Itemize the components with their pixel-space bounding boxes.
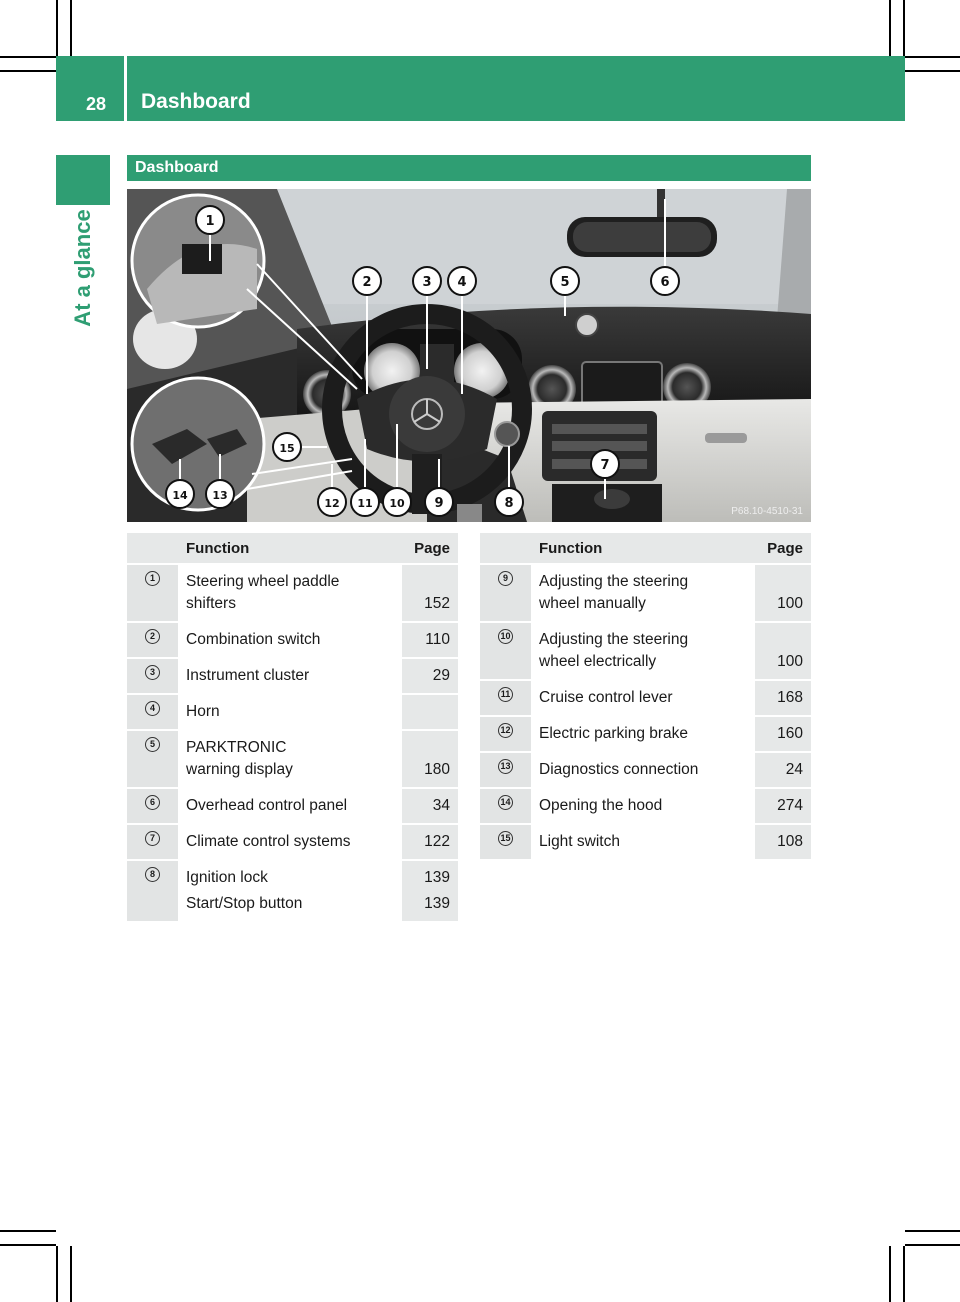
svg-text:6: 6 bbox=[660, 275, 670, 290]
item-function: Electric parking brake bbox=[539, 725, 689, 742]
callout-7 bbox=[591, 450, 619, 478]
chapter-title: Dashboard bbox=[141, 90, 251, 113]
svg-text:8: 8 bbox=[504, 496, 514, 511]
svg-text:11: 11 bbox=[357, 497, 373, 510]
item-function: Diagnostics connection bbox=[539, 761, 699, 778]
item-number: 2 bbox=[145, 629, 160, 644]
crop-mark bbox=[70, 1246, 72, 1302]
item-function: Overhead control panel bbox=[186, 797, 348, 814]
svg-text:9: 9 bbox=[434, 496, 444, 511]
table-row bbox=[480, 565, 811, 623]
callout-13 bbox=[206, 480, 234, 508]
item-page[interactable]: 139 bbox=[424, 869, 450, 886]
table-row bbox=[127, 861, 458, 923]
table-row bbox=[480, 681, 811, 717]
item-number: 13 bbox=[498, 759, 513, 774]
crop-mark bbox=[889, 1246, 891, 1302]
callout-5 bbox=[551, 267, 579, 295]
item-number: 6 bbox=[145, 795, 160, 810]
item-function: Horn bbox=[186, 703, 220, 720]
svg-text:2: 2 bbox=[362, 275, 372, 290]
page-number: 28 bbox=[86, 94, 107, 114]
svg-text:7: 7 bbox=[600, 458, 610, 473]
header-separator bbox=[124, 56, 127, 121]
callout-6 bbox=[651, 267, 679, 295]
callout-3 bbox=[413, 267, 441, 295]
svg-text:14: 14 bbox=[172, 489, 188, 502]
item-page[interactable]: 100 bbox=[777, 595, 803, 612]
item-page[interactable]: 152 bbox=[424, 595, 450, 612]
header-page: Page bbox=[767, 539, 803, 557]
item-number: 14 bbox=[498, 795, 513, 810]
svg-text:3: 3 bbox=[422, 275, 432, 290]
crop-mark bbox=[0, 1244, 56, 1246]
crop-mark bbox=[903, 0, 905, 56]
item-function: Adjusting the steering wheel electrically bbox=[539, 631, 689, 670]
table-header bbox=[127, 533, 458, 565]
table-row bbox=[480, 717, 811, 753]
item-number: 7 bbox=[145, 831, 160, 846]
svg-text:12: 12 bbox=[324, 497, 340, 510]
item-number: 4 bbox=[145, 701, 160, 716]
table-row bbox=[127, 623, 458, 659]
table-row bbox=[480, 753, 811, 789]
table-row bbox=[127, 825, 458, 861]
callout-9 bbox=[425, 488, 453, 516]
callout-14 bbox=[166, 480, 194, 508]
item-function: Adjusting the steering wheel manually bbox=[539, 573, 689, 612]
function-table-left bbox=[127, 533, 458, 923]
side-tab-label: At a glance bbox=[70, 209, 95, 327]
svg-text:4: 4 bbox=[457, 275, 467, 290]
table-row bbox=[127, 731, 458, 789]
item-number: 10 bbox=[498, 629, 513, 644]
item-function: Ignition lock bbox=[186, 869, 268, 886]
figure-code: P68.10-4510-31 bbox=[731, 506, 803, 517]
callout-12 bbox=[318, 488, 346, 516]
header-function: Function bbox=[186, 539, 250, 557]
crop-mark bbox=[903, 1246, 905, 1302]
crop-mark bbox=[905, 1230, 960, 1232]
item-page-secondary[interactable]: 139 bbox=[424, 895, 450, 912]
table-row bbox=[127, 659, 458, 695]
table-row bbox=[480, 789, 811, 825]
crop-mark bbox=[905, 70, 960, 72]
callout-1 bbox=[196, 206, 224, 234]
crop-mark bbox=[56, 0, 58, 56]
svg-text:15: 15 bbox=[279, 442, 295, 455]
item-number: 11 bbox=[498, 687, 513, 702]
callout-10 bbox=[383, 488, 411, 516]
section-title: Dashboard bbox=[135, 159, 219, 176]
table-row bbox=[127, 565, 458, 623]
callout-15 bbox=[273, 433, 301, 461]
header-page: Page bbox=[414, 539, 450, 557]
item-page[interactable]: 110 bbox=[425, 631, 450, 648]
item-page[interactable]: 24 bbox=[785, 761, 803, 778]
callout-11 bbox=[351, 488, 379, 516]
item-function: Combination switch bbox=[186, 631, 321, 648]
item-page[interactable]: 274 bbox=[777, 797, 803, 814]
crop-mark bbox=[889, 0, 891, 56]
side-tab-marker bbox=[56, 155, 110, 205]
item-number: 3 bbox=[145, 665, 160, 680]
crop-mark bbox=[0, 1230, 56, 1232]
item-page[interactable]: 34 bbox=[432, 797, 450, 814]
table-row bbox=[480, 623, 811, 681]
svg-text:1: 1 bbox=[205, 214, 215, 229]
svg-text:13: 13 bbox=[212, 489, 228, 502]
item-function: Opening the hood bbox=[539, 797, 663, 814]
crop-mark bbox=[905, 1244, 960, 1246]
item-function: Light switch bbox=[539, 833, 620, 850]
item-page[interactable]: 29 bbox=[432, 667, 450, 684]
callout-8 bbox=[495, 488, 523, 516]
item-number: 12 bbox=[498, 723, 513, 738]
item-function: Climate control systems bbox=[186, 833, 351, 850]
crop-mark bbox=[56, 1246, 58, 1302]
item-page[interactable]: 108 bbox=[777, 833, 803, 850]
dashboard-figure bbox=[127, 189, 811, 522]
item-page[interactable]: 122 bbox=[424, 833, 450, 850]
item-function: Cruise control lever bbox=[539, 689, 673, 706]
item-page[interactable]: 100 bbox=[777, 653, 803, 670]
table-row bbox=[127, 789, 458, 825]
svg-text:5: 5 bbox=[560, 275, 570, 290]
crop-mark bbox=[70, 0, 72, 56]
svg-text:10: 10 bbox=[389, 497, 405, 510]
crop-mark bbox=[905, 56, 960, 58]
item-function-secondary: Start/Stop button bbox=[186, 895, 303, 912]
item-number: 15 bbox=[498, 831, 513, 846]
callout-2 bbox=[353, 267, 381, 295]
item-number: 9 bbox=[498, 571, 513, 586]
item-page[interactable]: 168 bbox=[777, 689, 803, 706]
item-number: 1 bbox=[145, 571, 160, 586]
table-row bbox=[127, 695, 458, 731]
item-number: 5 bbox=[145, 737, 160, 752]
item-function: Instrument cluster bbox=[186, 667, 310, 684]
crop-mark bbox=[0, 56, 56, 58]
item-number: 8 bbox=[145, 867, 160, 882]
crop-mark bbox=[0, 70, 56, 72]
callout-4 bbox=[448, 267, 476, 295]
item-function: Steering wheel paddle shifters bbox=[186, 573, 340, 612]
dashboard-illustration bbox=[127, 189, 811, 522]
section-heading-bar bbox=[127, 155, 811, 181]
table-row bbox=[480, 825, 811, 861]
function-table-right bbox=[480, 533, 811, 861]
item-function: PARKTRONIC warning display bbox=[186, 739, 293, 778]
header-function: Function bbox=[539, 539, 603, 557]
item-page[interactable]: 180 bbox=[424, 761, 450, 778]
table-header bbox=[480, 533, 811, 565]
item-page[interactable]: 160 bbox=[777, 725, 803, 742]
